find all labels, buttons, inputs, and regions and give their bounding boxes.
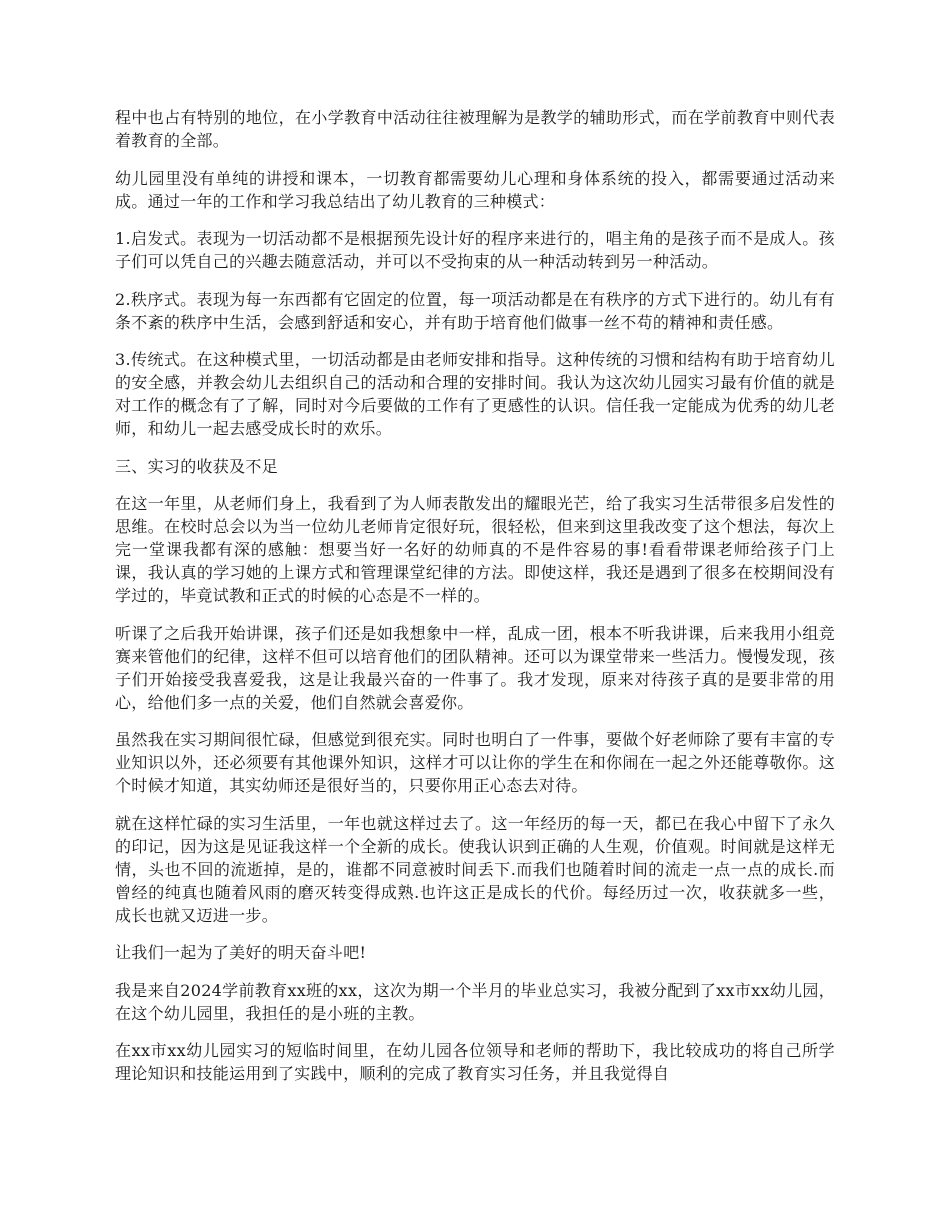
paragraph: 我是来自2024学前教育xx班的xx，这次为期一个半月的毕业总实习，我被分配到了xx市xx幼儿园，在这个幼儿园里，我担任的是小班的主教。 [115,980,835,1023]
paragraph: 程中也占有特别的地位，在小学教育中活动往往被理解为是教学的辅助形式，而在学前教育中则代表着教育的全部。 [115,108,835,150]
paragraph: 在xx市xx幼儿园实习的短临时间里，在幼儿园各位领导和老师的帮助下，我比较成功的将自己所学理论知识和技能运用到了实践中，顺利的完成了教育实习任务，并且我觉得自 [115,1041,835,1083]
paragraph: 就在这样忙碌的实习生活里，一年也就这样过去了。这一年经历的每一天，都已在我心中留下了永久的印记，因为这是见证我这样一个全新的成长。使我认识到正确的人生观，价值观。时间就是这样无情，头也不回的流逝掉，是的，谁都不同意被时间丢下.而我们也随着时间的流走一点一点的成长.而曾经的纯真也随着风雨的磨灭转变得成熟.也许这正是成长的代价。每经历过一次，收获就多一些，成长也就又迈进一步。 [115,813,835,925]
paragraph: 幼儿园里没有单纯的讲授和课本，一切教育都需要幼儿心理和身体系统的投入，都需要通过活动来成。通过一年的工作和学习我总结出了幼儿教育的三种模式： [115,168,835,211]
section-heading: 三、实习的收获及不足 [115,456,279,476]
paragraph: 2.秩序式。表现为每一东西都有它固定的位置，每一项活动都是在有秩序的方式下进行的。幼儿有有条不紊的秩序中生活，会感到舒适和安心，并有助于培育他们做事一丝不苟的精神和责任感。 [115,289,835,332]
paragraph: 在这一年里，从老师们身上，我看到了为人师表散发出的耀眼光芒，给了我实习生活带很多启发性的思维。在校时总会以为当一位幼儿老师肯定很好玩，很轻松，但来到这里我改变了这个想法，每次上完一堂课我都有深的感触：想要当好一名好的幼师真的不是件容易的事!看看带课老师给孩子门上课，我认真的学习她的上课方式和管理课堂纪律的方法。即使这样，我还是遇到了很多在校期间没有学过的，毕竟试教和正式的时候的心态是不一样的。 [115,494,835,605]
paragraph: 听课了之后我开始讲课，孩子们还是如我想象中一样，乱成一团，根本不听我讲课，后来我用小组竞赛来管他们的纪律，这样不但可以培育他们的团队精神。还可以为课堂带来一些活力。慢慢发现，孩子们开始接受我喜爱我，这是让我最兴奋的一件事了。我才发现，原来对待孩子真的是要非常的用心，给他们多一点的关爱，他们自然就会喜爱你。 [115,623,835,712]
paragraph: 虽然我在实习期间很忙碌，但感觉到很充实。同时也明白了一件事，要做个好老师除了要有丰富的专业知识以外，还必须要有其他课外知识，这样才可以让你的学生在和你闹在一起之外还能尊敬你。这个时候才知道，其实幼师还是很好当的，只要你用正心态去对待。 [115,730,835,795]
paragraph: 1.启发式。表现为一切活动都不是根据预先设计好的程序来进行的，唱主角的是孩子而不是成人。孩子们可以凭自己的兴趣去随意活动，并可以不受拘束的从一种活动转到另一种活动。 [115,229,835,271]
paragraph: 3.传统式。在这种模式里，一切活动都是由老师安排和指导。这种传统的习惯和结构有助于培育幼儿的安全感，并教会幼儿去组织自己的活动和合理的安排时间。我认为这次幼儿园实习最有价值的就是对工作的概念有了了解，同时对今后要做的工作有了更感性的认识。信任我一定能成为优秀的幼儿老师，和幼儿一起去感受成长时的欢乐。 [115,350,835,438]
paragraph: 让我们一起为了美好的明天奋斗吧! [115,943,367,962]
